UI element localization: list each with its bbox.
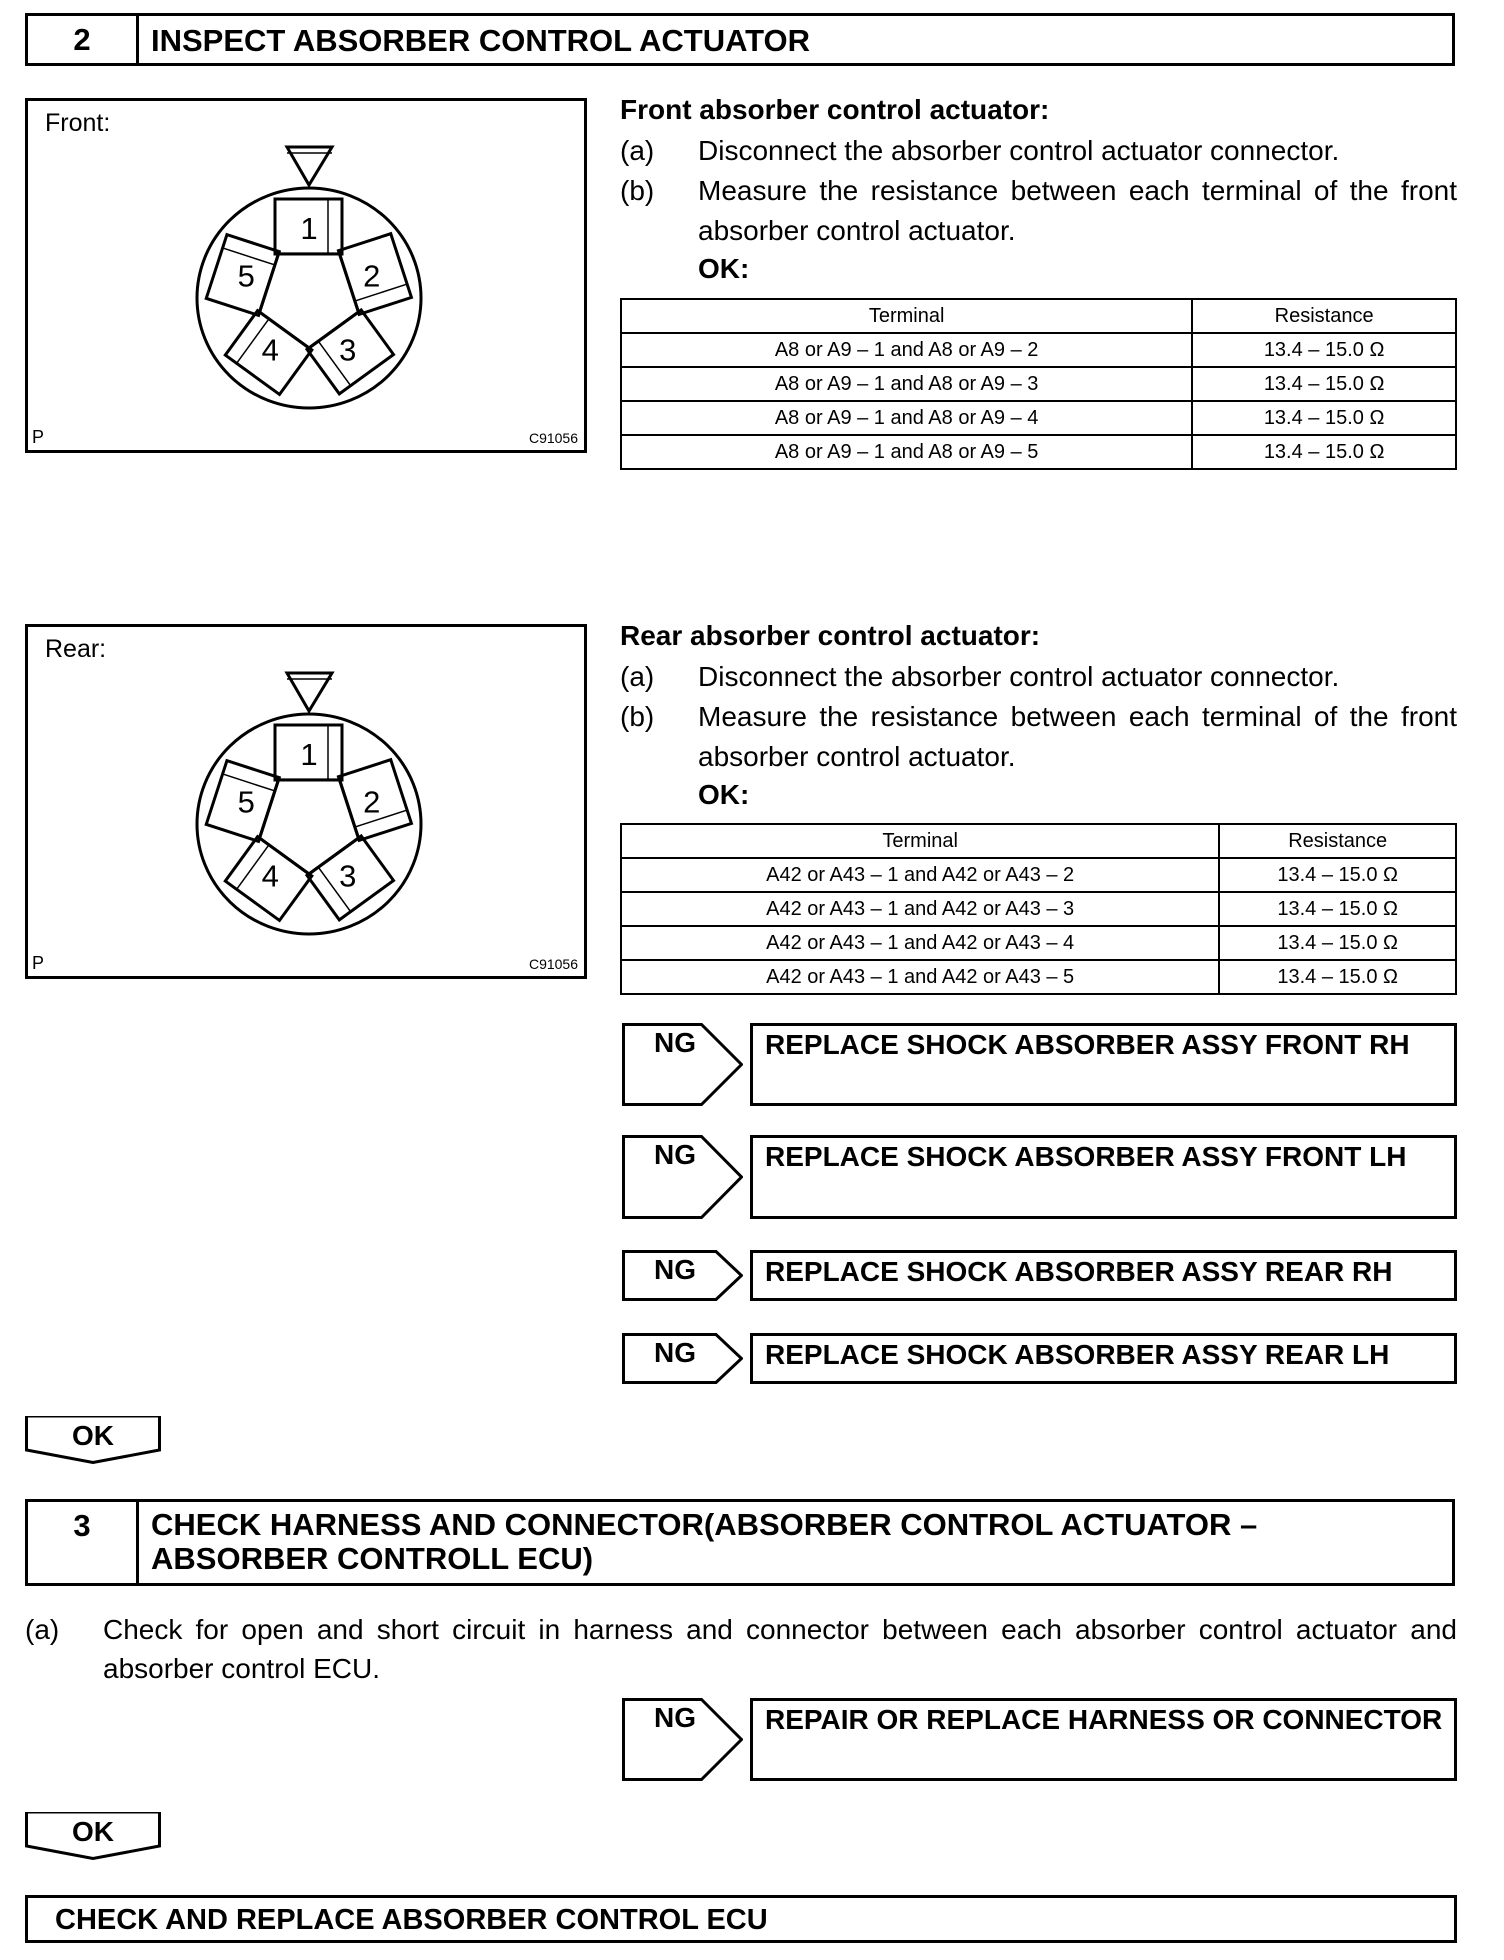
final-action-box: CHECK AND REPLACE ABSORBER CONTROL ECU bbox=[25, 1895, 1457, 1943]
ok-label: OK bbox=[72, 1816, 114, 1847]
terminal-cell: A8 or A9 – 1 and A8 or A9 – 3 bbox=[621, 367, 1192, 401]
resistance-cell: 13.4 – 15.0 Ω bbox=[1192, 435, 1456, 469]
ok-label: OK bbox=[72, 1420, 114, 1451]
ng-arrow bbox=[622, 1135, 743, 1219]
column-header: Terminal bbox=[621, 299, 1192, 333]
front-step-b bbox=[620, 171, 1457, 251]
table-row bbox=[621, 926, 1456, 960]
table-row bbox=[621, 367, 1456, 401]
rear-ok-label: OK: bbox=[698, 779, 750, 810]
step-3-header bbox=[25, 1499, 1455, 1586]
front-ok-label: OK: bbox=[698, 253, 750, 284]
rear-step-b bbox=[620, 697, 1457, 777]
front-heading: Front absorber control actuator: bbox=[620, 94, 1050, 125]
ok-arrow bbox=[25, 1812, 161, 1860]
step-text: Check for open and short circuit in harness and connector between each absorber control actuator and absorber control ECU. bbox=[103, 1614, 1457, 1684]
rear-resistance-table bbox=[620, 823, 1457, 995]
table-header-row bbox=[621, 824, 1456, 858]
front-connector-figure bbox=[25, 98, 587, 453]
ng-label: NG bbox=[654, 1337, 696, 1368]
step-title: CHECK HARNESS AND CONNECTOR(ABSORBER CONTROL ACTUATOR – ABSORBER CONTROLL ECU) bbox=[151, 1507, 1258, 1576]
step-text: Disconnect the absorber control actuator connector. bbox=[698, 135, 1340, 166]
terminal-number: 3 bbox=[339, 332, 357, 368]
ng-arrow bbox=[622, 1333, 743, 1384]
connector-diagram bbox=[28, 627, 584, 976]
ng-result-box: REPLACE SHOCK ABSORBER ASSY FRONT RH bbox=[750, 1023, 1457, 1106]
terminal-cell: A42 or A43 – 1 and A42 or A43 – 3 bbox=[621, 892, 1219, 926]
resistance-cell: 13.4 – 15.0 Ω bbox=[1219, 858, 1456, 892]
terminal-number: 5 bbox=[237, 784, 255, 820]
terminal-number: 1 bbox=[300, 211, 318, 246]
resistance-cell: 13.4 – 15.0 Ω bbox=[1192, 333, 1456, 367]
terminal-number: 3 bbox=[339, 858, 357, 894]
step-label: (b) bbox=[620, 701, 655, 732]
figure-label: Front: bbox=[45, 109, 111, 137]
column-header: Resistance bbox=[1192, 299, 1456, 333]
terminal-cell: A42 or A43 – 1 and A42 or A43 – 4 bbox=[621, 926, 1219, 960]
ng-arrow bbox=[622, 1698, 743, 1781]
ok-arrow bbox=[25, 1416, 161, 1464]
column-header: Resistance bbox=[1219, 824, 1456, 858]
ng-label: NG bbox=[654, 1702, 696, 1733]
figure-corner-mark: P bbox=[32, 953, 45, 973]
step-label: (b) bbox=[620, 175, 655, 206]
terminal-cell: A42 or A43 – 1 and A42 or A43 – 2 bbox=[621, 858, 1219, 892]
resistance-cell: 13.4 – 15.0 Ω bbox=[1192, 401, 1456, 435]
step-3-a bbox=[25, 1610, 1457, 1688]
terminal-cell: A42 or A43 – 1 and A42 or A43 – 5 bbox=[621, 960, 1219, 994]
resistance-cell: 13.4 – 15.0 Ω bbox=[1219, 926, 1456, 960]
terminal-number: 4 bbox=[261, 858, 279, 894]
table-header-row bbox=[621, 299, 1456, 333]
front-resistance-table bbox=[620, 298, 1457, 470]
terminal-number: 5 bbox=[237, 258, 255, 294]
ng-result-box: REPLACE SHOCK ABSORBER ASSY REAR RH bbox=[750, 1250, 1457, 1301]
ng-arrow bbox=[622, 1250, 743, 1301]
figure-corner-mark: P bbox=[32, 427, 45, 447]
figure-label: Rear: bbox=[45, 635, 107, 663]
step-2-header bbox=[25, 13, 1455, 66]
ng-label: NG bbox=[654, 1027, 696, 1058]
terminal-number: 1 bbox=[300, 737, 318, 772]
rear-step-a bbox=[620, 657, 1457, 697]
terminal-cell: A8 or A9 – 1 and A8 or A9 – 4 bbox=[621, 401, 1192, 435]
terminal-number: 4 bbox=[261, 332, 279, 368]
table-row bbox=[621, 858, 1456, 892]
table-row bbox=[621, 333, 1456, 367]
rear-connector-figure bbox=[25, 624, 587, 979]
ng-result-box: REPLACE SHOCK ABSORBER ASSY FRONT LH bbox=[750, 1135, 1457, 1219]
terminal-number: 2 bbox=[363, 258, 381, 294]
ng-label: NG bbox=[654, 1254, 696, 1285]
step-text: Measure the resistance between each terminal of the front absorber control actuator. bbox=[698, 175, 1457, 246]
ng-result-box: REPLACE SHOCK ABSORBER ASSY REAR LH bbox=[750, 1333, 1457, 1384]
terminal-cell: A8 or A9 – 1 and A8 or A9 – 5 bbox=[621, 435, 1192, 469]
figure-code: C91056 bbox=[528, 956, 578, 972]
step-label: (a) bbox=[620, 661, 655, 692]
step-label: (a) bbox=[25, 1614, 60, 1645]
ng-arrow bbox=[622, 1023, 743, 1106]
column-header: Terminal bbox=[621, 824, 1219, 858]
step-text: Disconnect the absorber control actuator connector. bbox=[698, 661, 1340, 692]
ng-result-box: REPAIR OR REPLACE HARNESS OR CONNECTOR bbox=[750, 1698, 1457, 1781]
resistance-cell: 13.4 – 15.0 Ω bbox=[1192, 367, 1456, 401]
step-label: (a) bbox=[620, 135, 655, 166]
step-number: 2 bbox=[28, 16, 139, 63]
terminal-cell: A8 or A9 – 1 and A8 or A9 – 2 bbox=[621, 333, 1192, 367]
connector-diagram bbox=[28, 101, 584, 450]
ng-label: NG bbox=[654, 1139, 696, 1170]
table-row bbox=[621, 435, 1456, 469]
figure-code: C91056 bbox=[528, 430, 578, 446]
terminal-number: 2 bbox=[363, 784, 381, 820]
step-text: Measure the resistance between each terminal of the front absorber control actuator. bbox=[698, 701, 1457, 772]
step-title: INSPECT ABSORBER CONTROL ACTUATOR bbox=[151, 23, 811, 58]
rear-heading: Rear absorber control actuator: bbox=[620, 620, 1041, 651]
resistance-cell: 13.4 – 15.0 Ω bbox=[1219, 892, 1456, 926]
table-row bbox=[621, 892, 1456, 926]
step-number: 3 bbox=[28, 1502, 139, 1583]
front-step-a bbox=[620, 131, 1457, 171]
table-row bbox=[621, 960, 1456, 994]
table-row bbox=[621, 401, 1456, 435]
resistance-cell: 13.4 – 15.0 Ω bbox=[1219, 960, 1456, 994]
